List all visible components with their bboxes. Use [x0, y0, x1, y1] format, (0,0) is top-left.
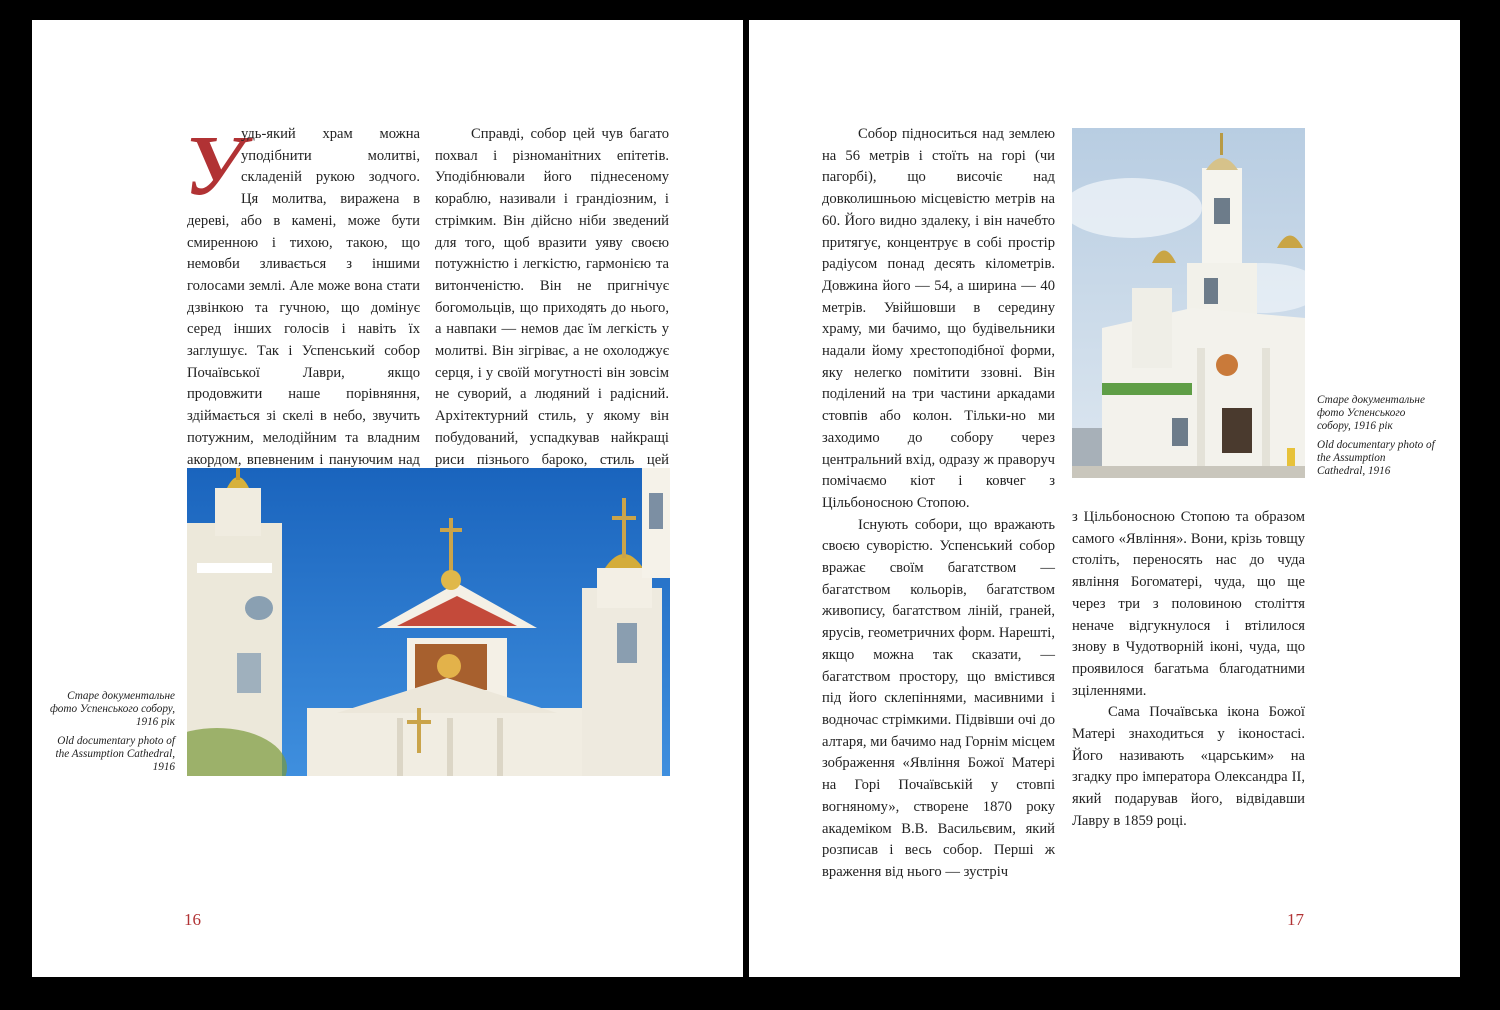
- dropcap-letter: У: [185, 117, 245, 213]
- page-number-left: 16: [184, 910, 201, 929]
- left-col1-text: удь-який храм можна уподібнити молитві, складеній рукою зодчого. Ця молитва, виражена в дереві, або в камені, може бути смиренною і тихою, такою, що немовби зливається з іншими голосами землі. Але може вона стати дзвінкою та гучною, що домінує серед інших голосів і навіть їх заглушує. Так і Успенський собор Почаївської Лаври, якщо продовжити наше порівняння, здіймається зі скелі в небо, звучить потужним, мелодійним та владним акордом, впевненим і пануючим над: [187, 126, 420, 468]
- right-page: [749, 20, 1460, 977]
- cathedral-tower-illustration: [1072, 128, 1305, 478]
- left-column-2: [435, 124, 669, 515]
- right-col1-para1: Собор підноситься над землею на 56 метрів і стоїть на горі (чи пагорбі), що височіє над довколишньою місцевістю метрів на 60. Його видно здалеку, і він начебто притягує, концентрує в собі простір радіусом понад десять кілометрів. Довжина його — 54, а ширина — 40 метрів. Увійшовши в середину храму, ми бачимо, що будівельники надали йому хрестоподібної форми, яку нелегко помітити ззовні. Він поділений на три частини аркадами стовпів або колон. Тільки-но ми заходимо до собору через центральний вхід, одразу ж праворуч помічаємо кіот і ковчег з Цільбоносною Стопою.: [822, 126, 1055, 511]
- left-page: [32, 20, 743, 977]
- caption-ukrainian: Старе документальне фото Успенського собору, 1916 рік: [50, 690, 176, 728]
- right-col1-para2: Існують собори, що вражають своєю суворістю. Успенський собор вражає своїм багатством — багатством кольорів, багатством живопису, багатством ліній, граней, ярусів, геометричних форм. Нарешті, якщо можна так сказати, — багатством простору, що вмістився під його склепіннями, масивними і водночас стрімкими. Підвівши очі до алтаря, ми бачимо над Горнім місцем зображення «Явління Божої Матері на Горі Почаївській у стовпі вогняному», створене 1870 року академіком В.В. Васильєвим, який розписав і весь собор. Перші ж враження від нього — зустріч: [822, 516, 1055, 880]
- right-column-1: [822, 124, 1055, 884]
- caption-english: Old documentary photo of the Assumption Cathedral, 1916: [55, 735, 175, 773]
- caption-english: Old documentary photo of the Assumption Cathedral, 1916: [1317, 439, 1435, 477]
- right-col2-para2: Сама Почаївська ікона Божої Матері знаходиться у іконостасі. Його називають «царським» на згадку про імператора Олександра II, який подарував його, відвідавши Лавру в 1859 році.: [1072, 704, 1305, 829]
- left-column-1: [185, 117, 420, 493]
- right-column-2: [1072, 507, 1305, 833]
- page-number-right: 17: [1287, 910, 1304, 929]
- cathedral-illustration: [187, 468, 670, 776]
- cathedral-photo-left: [187, 468, 670, 776]
- caption-ukrainian: Старе документальне фото Успенського собору, 1916 рік: [1317, 394, 1425, 432]
- right-col2-para1: з Цільбоносною Стопою та образом самого «Явління». Вони, крізь товщу століть, переносять нас до чуда явління Богоматері, чуда, що ще через три з половиною століття неначе відгукнулося і втілилося знову в Чудотворній іконі, чуда, що проявилося багатьма благодатними зціленнями.: [1072, 509, 1305, 699]
- right-photo-caption: [1317, 394, 1435, 478]
- cathedral-photo-right: [1072, 128, 1305, 478]
- left-photo-caption: [50, 690, 175, 774]
- left-col2-text: Справді, собор цей чув багато похвал і різноманітних епітетів. Уподібнювали його піднесеному кораблю, називали і грандіозним, і стрімким. Він дійсно ніби зведений для того, щоб вразити уяву своєю потужністю і легкістю, гармонією та витонченістю. Він не пригнічує богомольців, що приходять до нього, а навпаки — немов дає їм легкість у молитві. Він зігріває, а не охолоджує серця, і у своїй могутності він зовсім не суворий, а людяний і радісний. Архітектурний стиль, у якому він побудований, успадкував найкращі риси пізнього бароко, стиль цей: [435, 126, 669, 468]
